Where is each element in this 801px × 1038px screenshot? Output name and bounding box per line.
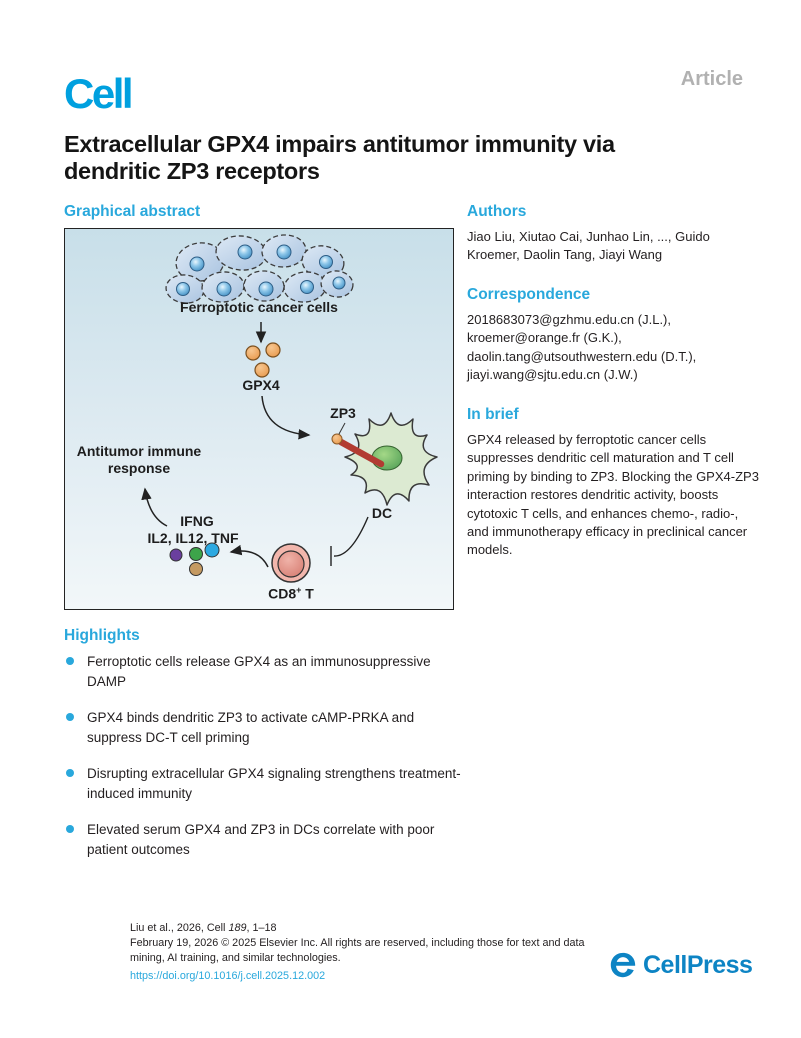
authors-list: Jiao Liu, Xiutao Cai, Junhao Lin, ..., Guido Kroemer, Daolin Tang, Jiayi Wang [467, 229, 710, 263]
highlights-heading: Highlights [64, 627, 140, 644]
authors-heading: Authors [467, 203, 527, 220]
antitumor-response-label: Antitumor immune response [76, 443, 202, 476]
highlight-item [64, 764, 469, 803]
cd8-label: CD8+ T [268, 585, 314, 602]
correspondence-email[interactable]: jiayi.wang@sjtu.edu.cn (J.W.) [467, 367, 638, 383]
zp3-label: ZP3 [330, 405, 356, 421]
highlight-text: Ferroptotic cells release GPX4 as an immunosuppressive DAMP [87, 654, 431, 689]
bullet-icon [66, 825, 74, 833]
cytokines-label: IL2, IL12, TNF [147, 530, 239, 546]
bullet-icon [66, 769, 74, 777]
citation-line: Liu et al., 2026, Cell 189, 1–18 [130, 922, 277, 934]
in-brief-heading: In brief [467, 405, 519, 423]
correspondence-heading: Correspondence [467, 285, 591, 303]
highlight-item [64, 820, 469, 859]
bullet-icon [66, 657, 74, 665]
in-brief-section [467, 406, 762, 560]
gpx4-molecules [246, 343, 280, 377]
correspondence-email[interactable]: 2018683073@gzhmu.edu.cn (J.L.), [467, 311, 671, 327]
footer-citation-block [130, 921, 600, 984]
cellpress-logo [608, 950, 752, 980]
cell-journal-logo: Cell [64, 70, 132, 117]
correspondence-section [467, 286, 762, 385]
abstract-diagram [65, 229, 453, 609]
page-title: Extracellular GPX4 impairs antitumor immunity via dendritic ZP3 receptors [64, 131, 615, 185]
cd8-to-cytokines-arrow [231, 551, 268, 567]
highlight-item [64, 652, 469, 691]
authors-section [467, 203, 762, 265]
correspondence-email[interactable]: daolin.tang@utsouthwestern.edu (D.T.), [467, 348, 697, 364]
citation-volume: 189 [228, 922, 247, 934]
doi-link[interactable]: https://doi.org/10.1016/j.cell.2025.12.002 [130, 970, 326, 983]
correspondence-email[interactable]: kroemer@orange.fr (G.K.), [467, 330, 622, 346]
article-type-tag: Article [680, 68, 743, 90]
right-column [467, 203, 762, 581]
dc-label: DC [371, 505, 393, 521]
cd8-cell-nucleus [278, 551, 304, 577]
zp3-label-pointer [339, 423, 345, 434]
cytokine-dots [170, 543, 219, 576]
bullet-icon [66, 713, 74, 721]
highlight-item [64, 708, 469, 747]
dc-to-cd8-line [334, 517, 368, 556]
cellpress-wordmark: CellPress [643, 950, 753, 979]
rights-text: February 19, 2026 © 2025 Elsevier Inc. All rights are reserved, including those for text and data mining, AI training, and similar technologies. [130, 937, 585, 965]
gpx4-to-zp3-arrow [262, 396, 309, 435]
ferroptotic-cells-label: Ferroptotic cancer cells [180, 299, 338, 315]
left-column [64, 203, 456, 610]
zp3-bound-gpx4-dot [332, 434, 342, 444]
graphical-abstract-figure [64, 228, 454, 610]
highlight-text: GPX4 binds dendritic ZP3 to activate cAMP-PRKA and suppress DC-T cell priming [87, 710, 415, 745]
ifng-label: IFNG [180, 513, 214, 529]
in-brief-text: GPX4 released by ferroptotic cancer cells suppresses dendritic cell maturation and T cell priming by binding to ZP3. Blocking the GPX4-ZP3 interaction restores dendritic activity, boosts cytotoxic T cells, and enhances chemo-, radio-, and immunotherapy efficacy in preclinical cancer models. [467, 431, 759, 558]
cellpress-swirl-icon [608, 950, 638, 980]
highlight-text: Elevated serum GPX4 and ZP3 in DCs correlate with poor patient outcomes [87, 822, 435, 857]
gpx4-label: GPX4 [242, 377, 280, 393]
graphical-abstract-heading: Graphical abstract [64, 203, 201, 220]
highlight-text: Disrupting extracellular GPX4 signaling strengthens treatment-induced immunity [87, 766, 461, 801]
highlights-section [64, 627, 469, 877]
